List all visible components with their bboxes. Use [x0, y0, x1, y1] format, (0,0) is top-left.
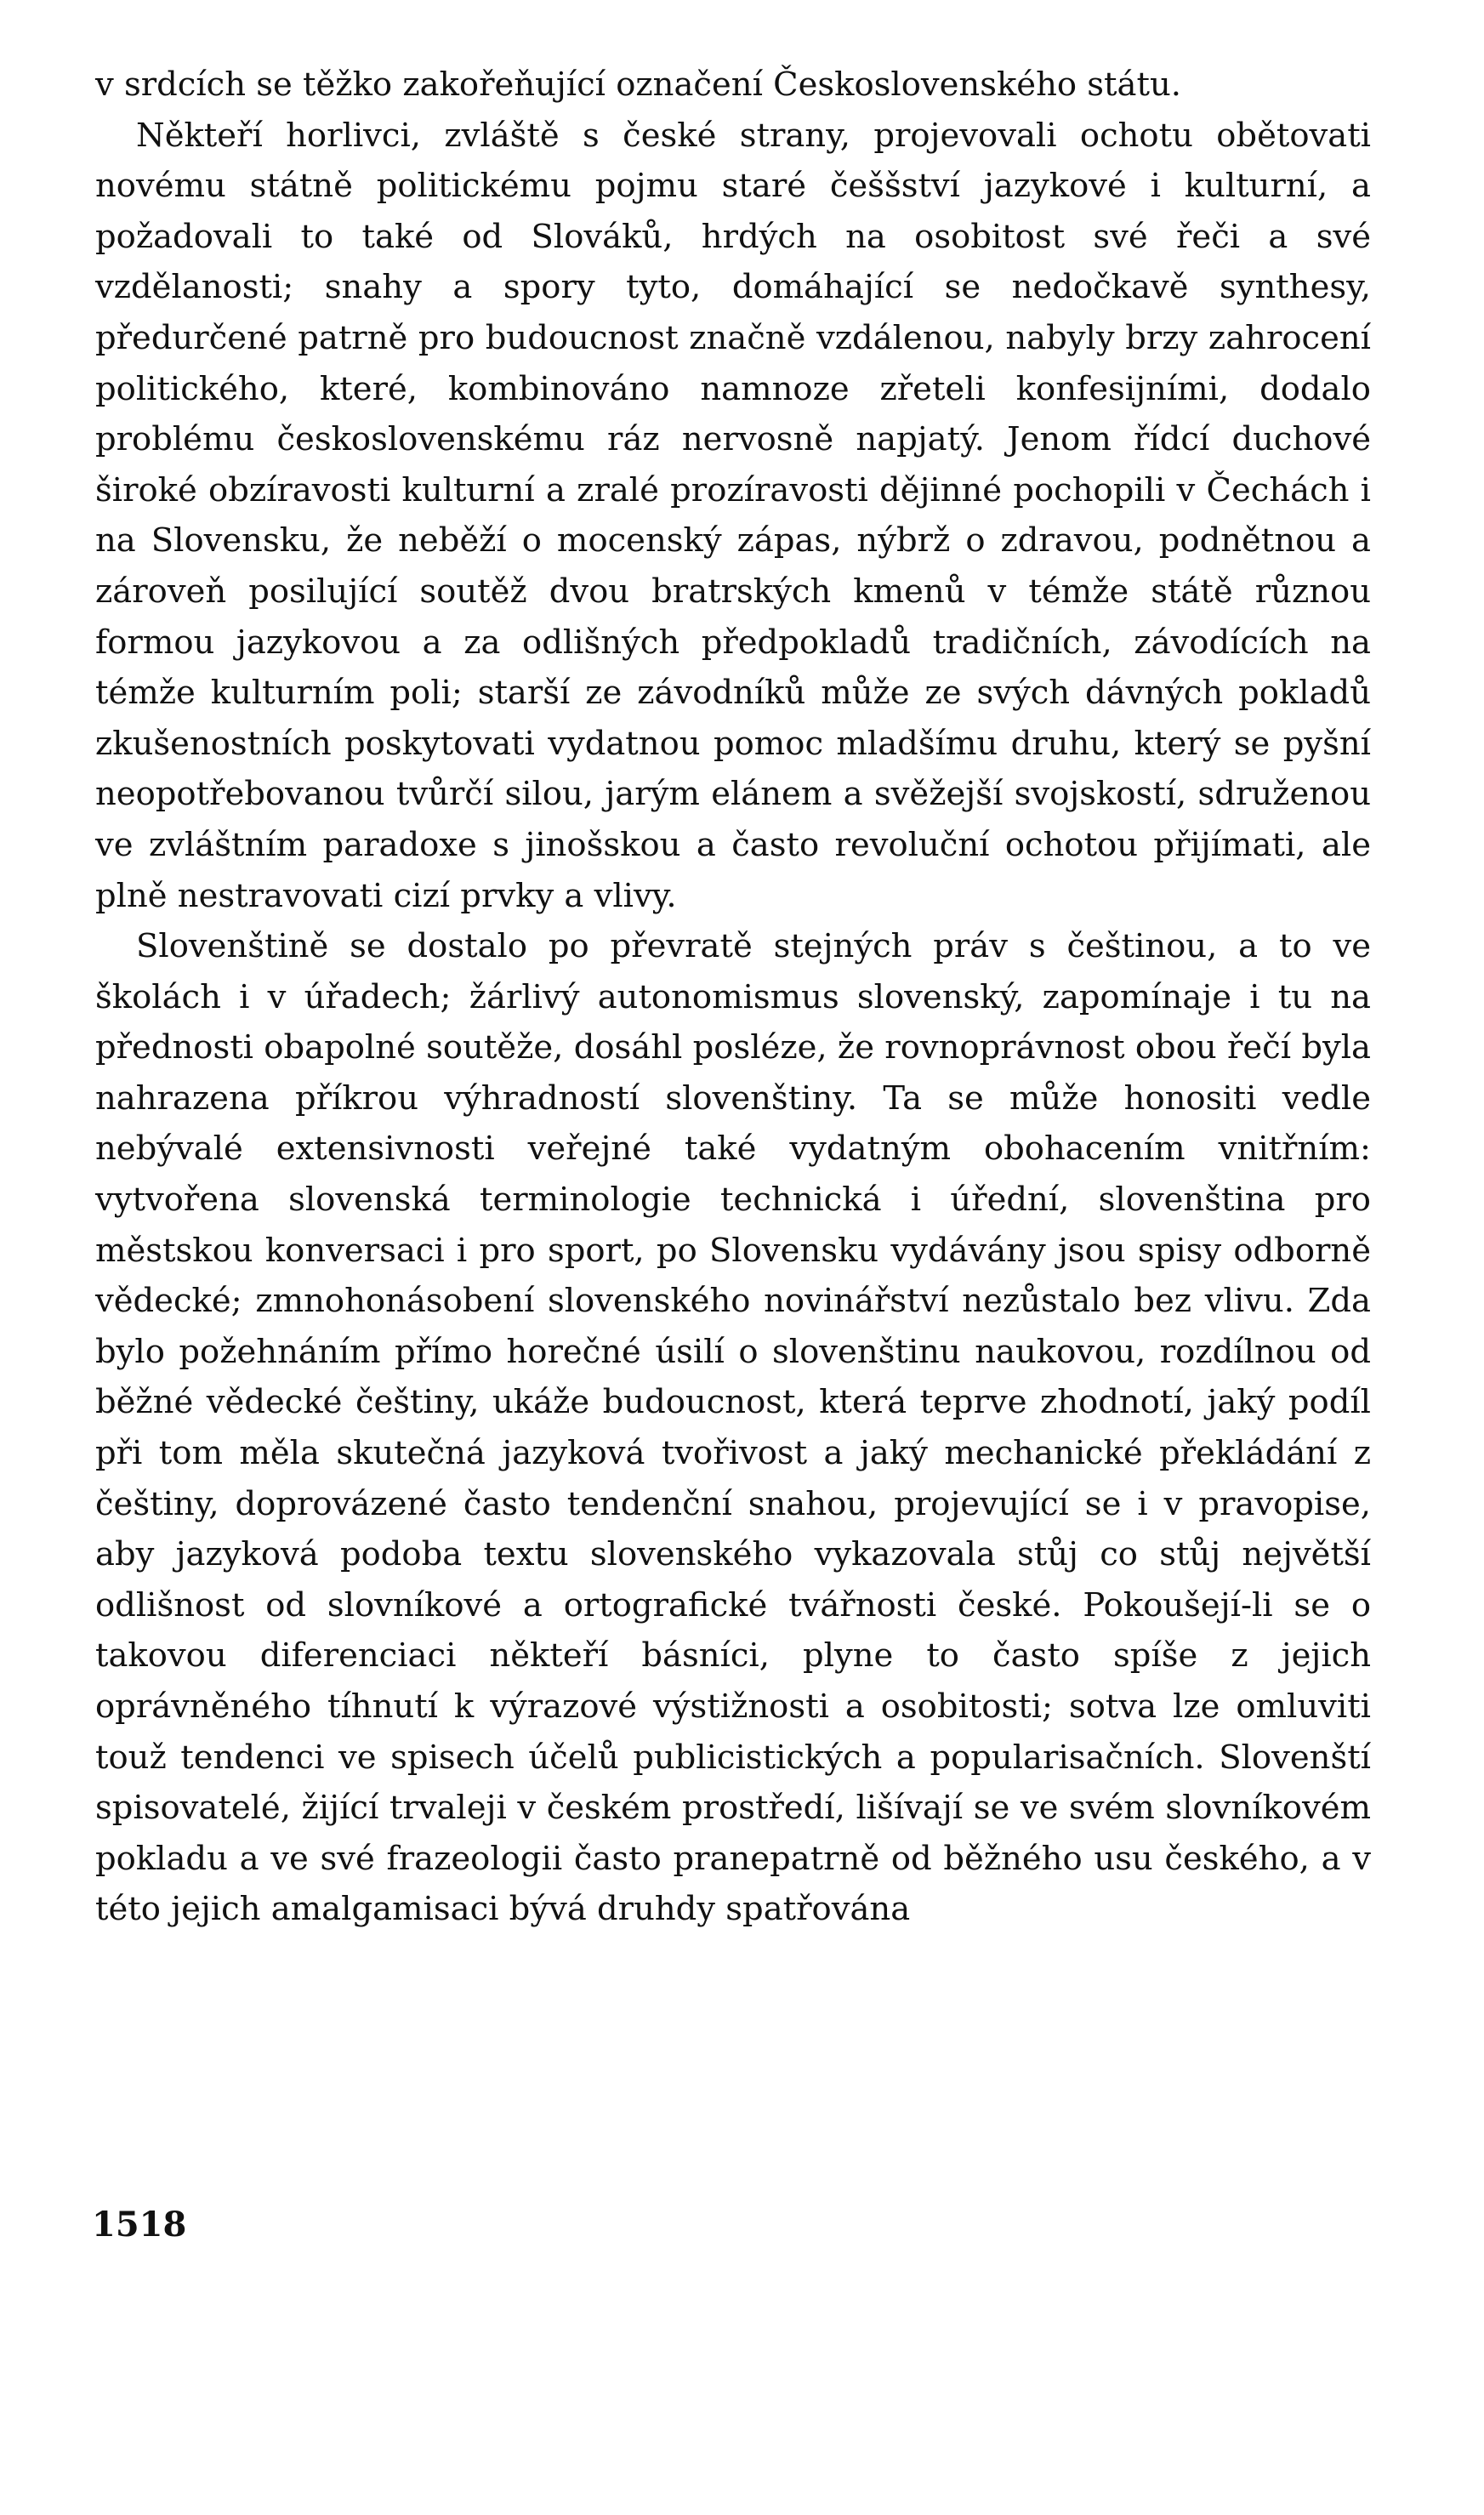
- paragraph: Někteří horlivci, zvláště s české strany, projevovali ochotu obětovati novému státně politickému pojmu staré češšství jazykové i kulturní, a požadovali to také od Slováků, hrdých na osobitost své řeči a své vzdělanosti; snahy a spory tyto, domáhající se nedočkavě synthesy, předurčené patrně pro budoucnost značně vzdálenou, nabyly brzy zahrocení politického, které, kombinováno namnoze zřeteli konfesijními, dodalo problému československému ráz nervosně napjatý. Jenom řídcí duchové široké obzíravosti kulturní a zralé prozíravosti dějinné pochopili v Čechách i na Slovensku, že neběží o mocenský zápas, nýbrž o zdravou, podnětnou a zároveň posilující soutěž dvou bratrských kmenů v témže státě různou formou jazykovou a za odlišných předpokladů tradičních, závodících na témže kulturním poli; starší ze závodníků může ze svých dávných pokladů zkušenostních poskytovati vydatnou pomoc mladšímu druhu, který se pyšní neopotřebovanou tvůrčí silou, jarým elánem a svěžejší svojskostí, sdruženou ve zvláštním paradoxe s jinošskou a často revoluční ochotou přijímati, ale plně nestravovati cizí prvky a vlivy.: [95, 116, 1371, 915]
- page-number: 1518: [92, 2205, 187, 2245]
- page-body: [95, 60, 1371, 1935]
- paragraph: Slovenštině se dostalo po převratě stejných práv s češtinou, a to ve školách i v úřadech; žárlivý autonomismus slovenský, zapomínaje i tu na přednosti obapolné soutěže, dosáhl posléze, že rovnoprávnost obou řečí byla nahrazena příkrou výhradností slovenštiny. Ta se může honositi vedle nebývalé extensivnosti veřejné také vydatným obohacením vnitřním: vytvořena slovenská terminologie technická i úřední, slovenština pro městskou konversaci i pro sport, po Slovensku vydávány jsou spisy odborně vědecké; zmnohonásobení slovenského novinářství nezůstalo bez vlivu. Zda bylo požehnáním přímo horečné úsilí o slovenštinu naukovou, rozdílnou od běžné vědecké češtiny, ukáže budoucnost, která teprve zhodnotí, jaký podíl při tom měla skutečná jazyková tvořivost a jaký mechanické překládání z češtiny, doprovázené často tendenční snahou, projevující se i v pravopise, aby jazyková podoba textu slovenského vykazovala stůj co stůj největší odlišnost od slovníkové a ortografické tvářnosti české. Pokoušejí-li se o takovou diferenciaci někteří básníci, plyne to často spíše z jejich oprávněného tíhnutí k výrazové výstižnosti a osobitosti; sotva lze omluviti touž tendenci ve spisech účelů publicistických a popularisačních. Slovenští spisovatelé, žijící trvaleji v českém prostředí, lišívají se ve svém slovníkovém pokladu a ve své frazeologii často pranepatrně od běžného usu českého, a v této jejich amalgamisaci bývá druhdy spatřována: [95, 927, 1371, 1929]
- paragraph-continuation: v srdcích se těžko zakořeňující označení Československého státu.: [95, 65, 1181, 104]
